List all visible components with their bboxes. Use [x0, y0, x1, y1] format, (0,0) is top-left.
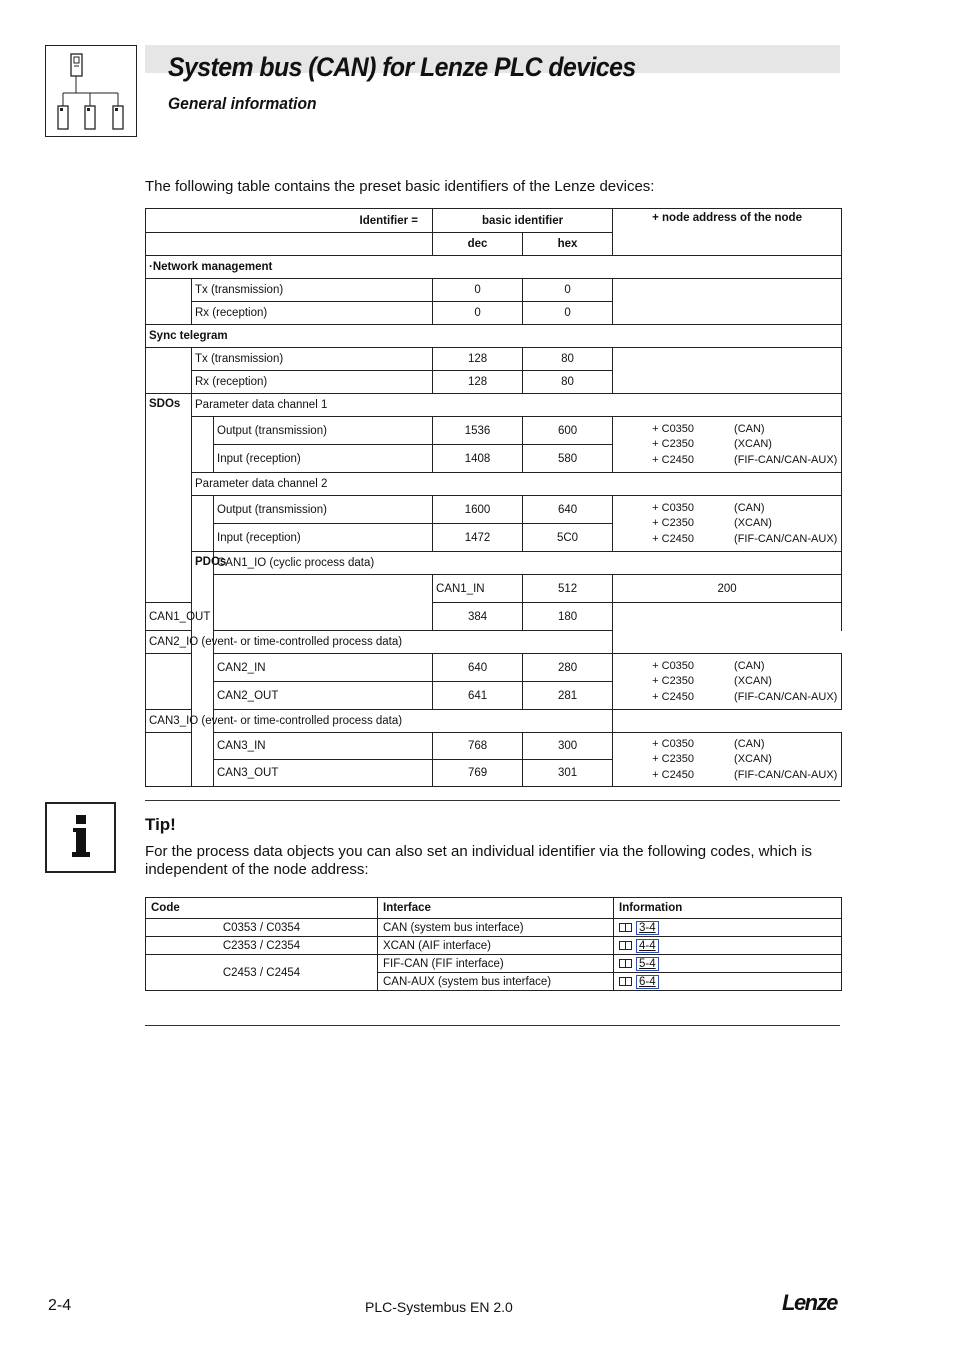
- code-cell: C2453 / C2454: [146, 955, 378, 991]
- dec-value: 0: [433, 302, 523, 325]
- hex-value: 280: [523, 654, 613, 682]
- dec-value: 128: [433, 348, 523, 371]
- basic-identifier-header: basic identifier: [433, 209, 613, 233]
- channel-label: CAN3_IO (event- or time-controlled process data): [146, 710, 613, 733]
- info-icon: [45, 802, 116, 873]
- dec-value: 128: [433, 371, 523, 394]
- node-address-header: + node address of the node: [613, 209, 842, 256]
- document-name: PLC-Systembus EN 2.0: [365, 1299, 513, 1315]
- code-header: Code: [146, 898, 378, 919]
- hex-value: 301: [523, 760, 613, 787]
- channel-label: CAN1_IO (cyclic process data): [214, 552, 842, 575]
- empty-cell: [146, 233, 433, 256]
- dec-value: 769: [433, 760, 523, 787]
- row-label: CAN1_OUT: [146, 603, 192, 631]
- information-cell: [614, 973, 842, 991]
- row-label: Output (transmission): [214, 417, 433, 445]
- information-cell: [614, 919, 842, 937]
- tip-text: For the process data objects you can also set an individual identifier via the following codes, which is independent of the node address:: [145, 843, 813, 878]
- dec-value: 384: [433, 603, 523, 631]
- row-label: CAN2_OUT: [214, 682, 433, 710]
- channel-label: Parameter data channel 2: [192, 473, 842, 496]
- indent-cell: [192, 417, 214, 473]
- hex-value: 600: [523, 417, 613, 445]
- hex-value: 80: [523, 348, 613, 371]
- row-label: CAN2_IN: [214, 654, 433, 682]
- interface-cell: CAN (system bus interface): [378, 919, 614, 937]
- section-sync-telegram: Sync telegram: [146, 325, 842, 348]
- divider: [145, 1025, 840, 1026]
- row-label: Input (reception): [214, 445, 433, 473]
- row-label: Tx (transmission): [192, 348, 433, 371]
- indent-cell: [146, 348, 192, 394]
- page-subtitle: General information: [168, 94, 317, 113]
- hex-value: 5C0: [523, 524, 613, 552]
- indent-cell: [214, 575, 433, 631]
- indent-cell: [146, 279, 192, 325]
- hex-value: 300: [523, 733, 613, 760]
- node-code-list: + C0350 (CAN) + C2350 (XCAN) + C2450 (FIF-CAN/CAN-AUX): [613, 654, 842, 710]
- dec-value: 0: [433, 279, 523, 302]
- plc-network-icon: [45, 45, 137, 137]
- dec-value: 1408: [433, 445, 523, 473]
- page-reference-link[interactable]: 6-4: [636, 975, 659, 989]
- tip-title: Tip!: [145, 815, 176, 834]
- dec-value: 640: [433, 654, 523, 682]
- section-network-management: ·Network management: [146, 256, 842, 279]
- interface-cell: CAN-AUX (system bus interface): [378, 973, 614, 991]
- code-cell: C2353 / C2354: [146, 937, 378, 955]
- node-code-list: + C0350 (CAN) + C2350 (XCAN) + C2450 (FIF-CAN/CAN-AUX): [613, 733, 842, 787]
- node-code-list: + C0350 (CAN) + C2350 (XCAN) + C2450 (FIF-CAN/CAN-AUX): [613, 496, 842, 552]
- interface-header: Interface: [378, 898, 614, 919]
- page-title: System bus (CAN) for Lenze PLC devices: [168, 52, 636, 82]
- book-icon: [619, 959, 632, 968]
- section-sdos: SDOs: [146, 394, 192, 603]
- information-header: Information: [614, 898, 842, 919]
- indent-cell: [146, 733, 192, 787]
- row-label: CAN3_IN: [214, 733, 433, 760]
- hex-value: 200: [613, 575, 842, 603]
- hex-value: 281: [523, 682, 613, 710]
- dec-value: 1472: [433, 524, 523, 552]
- channel-label: CAN2_IO (event- or time-controlled process data): [146, 631, 613, 654]
- identifier-table: [145, 208, 842, 787]
- identifier-label: Identifier =: [146, 209, 433, 233]
- page-number: 2-4: [48, 1297, 72, 1314]
- hex-value: 80: [523, 371, 613, 394]
- page-reference-link[interactable]: 4-4: [636, 939, 659, 953]
- dec-header: dec: [433, 233, 523, 256]
- node-cell: [613, 279, 842, 325]
- code-table: [145, 897, 842, 991]
- indent-cell: [146, 654, 192, 710]
- information-cell: [614, 955, 842, 973]
- hex-value: 0: [523, 279, 613, 302]
- book-icon: [619, 977, 632, 986]
- indent-cell: [192, 496, 214, 552]
- dec-value: 1600: [433, 496, 523, 524]
- dec-value: 641: [433, 682, 523, 710]
- dec-value: 768: [433, 733, 523, 760]
- row-label: Input (reception): [214, 524, 433, 552]
- row-label: Tx (transmission): [192, 279, 433, 302]
- hex-value: 180: [523, 603, 613, 631]
- interface-cell: FIF-CAN (FIF interface): [378, 955, 614, 973]
- divider: [145, 800, 840, 801]
- page-reference-link[interactable]: 3-4: [636, 921, 659, 935]
- node-code-list: + C0350 (CAN) + C2350 (XCAN) + C2450 (FIF-CAN/CAN-AUX): [613, 417, 842, 473]
- hex-header: hex: [523, 233, 613, 256]
- hex-value: 580: [523, 445, 613, 473]
- interface-cell: XCAN (AIF interface): [378, 937, 614, 955]
- row-label: Output (transmission): [214, 496, 433, 524]
- hex-value: 640: [523, 496, 613, 524]
- section-pdos: PDOs: [192, 552, 214, 787]
- node-cell: [613, 348, 842, 394]
- book-icon: [619, 941, 632, 950]
- intro-text: The following table contains the preset basic identifiers of the Lenze devices:: [145, 178, 655, 195]
- dec-value: 512: [523, 575, 613, 603]
- information-cell: [614, 937, 842, 955]
- code-cell: C0353 / C0354: [146, 919, 378, 937]
- dec-value: 1536: [433, 417, 523, 445]
- page-reference-link[interactable]: 5-4: [636, 957, 659, 971]
- lenze-logo: Lenze: [782, 1290, 837, 1315]
- row-label: CAN1_IN: [433, 575, 523, 603]
- book-icon: [619, 923, 632, 932]
- row-label: Rx (reception): [192, 371, 433, 394]
- hex-value: 0: [523, 302, 613, 325]
- channel-label: Parameter data channel 1: [192, 394, 842, 417]
- row-label: Rx (reception): [192, 302, 433, 325]
- row-label: CAN3_OUT: [214, 760, 433, 787]
